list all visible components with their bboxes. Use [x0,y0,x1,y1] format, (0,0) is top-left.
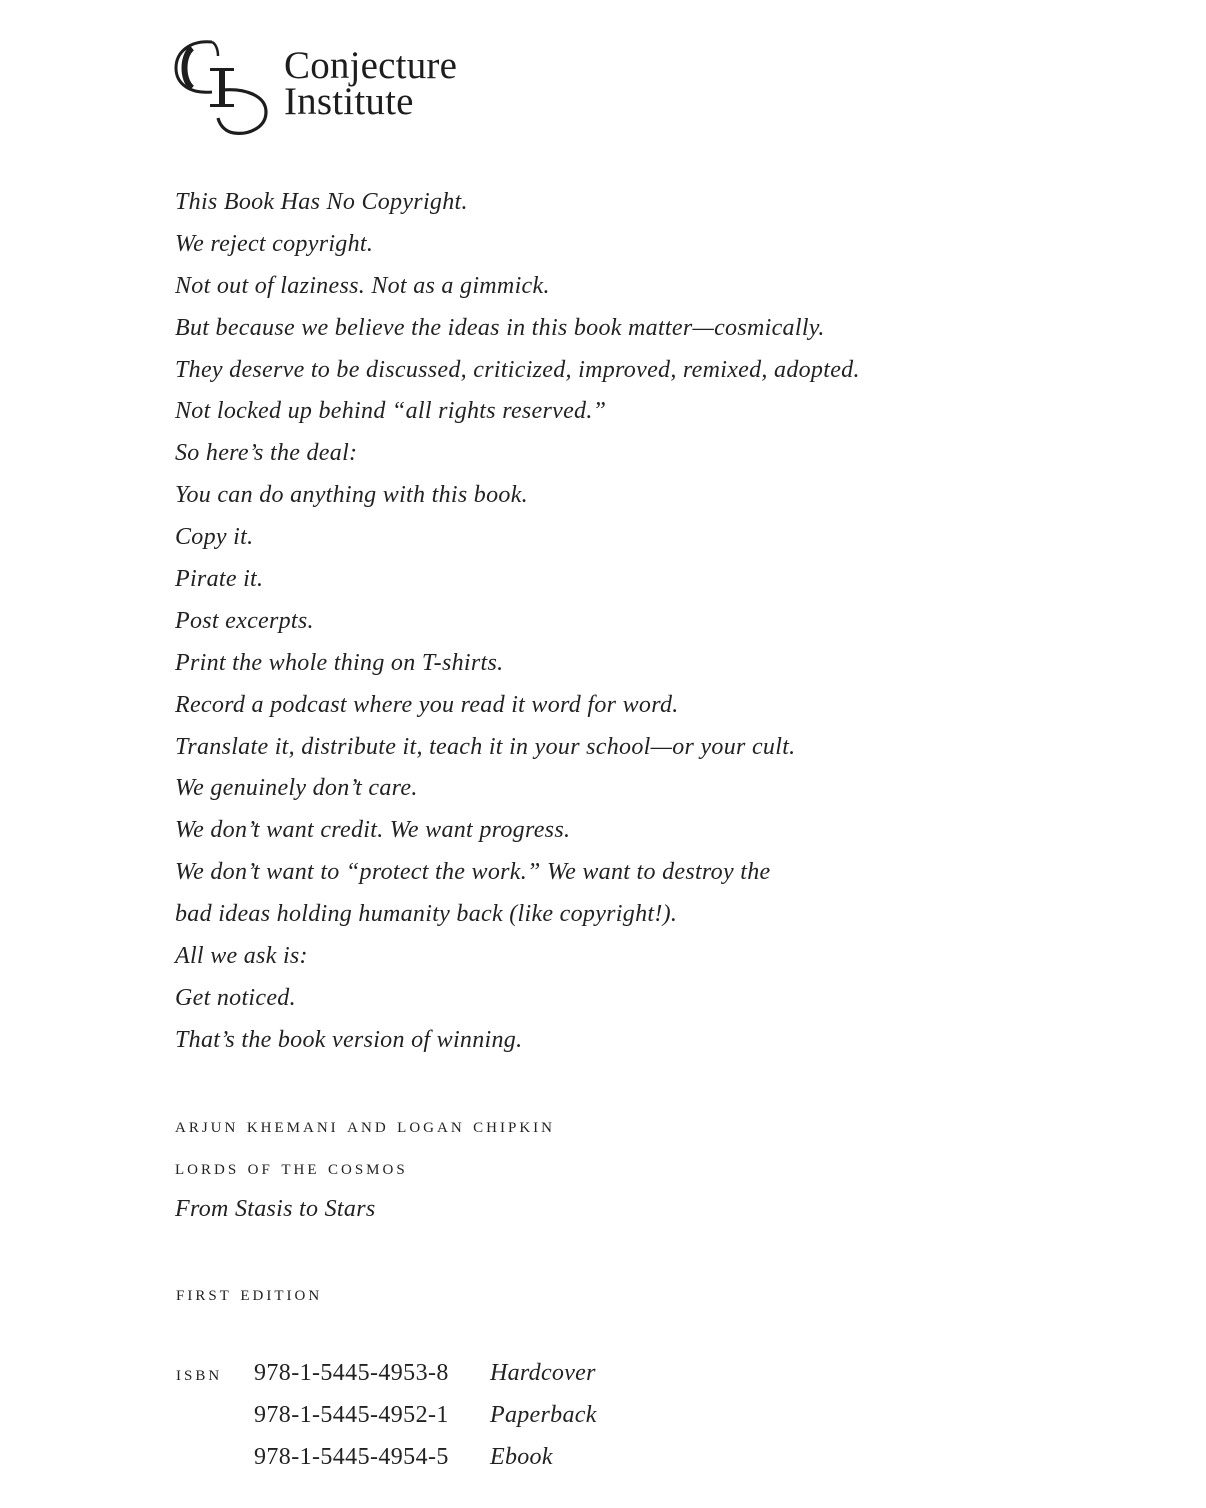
isbn-number: 978-1-5445-4953-8 [254,1360,449,1386]
publisher-name [284,44,458,123]
statement-line: We genuinely don’t care. [175,775,418,802]
statement-line: Not out of laziness. Not as a gimmick. [175,272,550,299]
isbn-row [176,1352,597,1394]
copyright-statement [175,182,860,1062]
isbn-row [176,1394,597,1436]
book-subtitle: From Stasis to Stars [175,1196,376,1222]
book-edition: first edition [176,1280,323,1305]
statement-line: That’s the book version of winning. [175,1026,523,1053]
isbn-format: Hardcover [490,1360,596,1386]
statement-line: We reject copyright. [175,230,374,257]
statement-line: Pirate it. [175,566,264,593]
statement-line: bad ideas holding humanity back (like copyright!). [175,901,678,928]
statement-line: They deserve to be discussed, criticized, improved, remixed, adopted. [175,356,860,383]
statement-line: So here’s the deal: [175,440,358,467]
statement-line: Translate it, distribute it, teach it in your school—or your cult. [175,733,796,760]
isbn-label-spacer [176,1436,254,1478]
book-credits [175,1104,555,1230]
isbn-label-spacer [176,1394,254,1436]
isbn-number: 978-1-5445-4954-5 [254,1444,449,1470]
statement-line: You can do anything with this book. [175,482,528,509]
book-authors: arjun khemani and logan chipkin [175,1112,555,1137]
publisher-name-line2: Institute [284,80,414,123]
ci-monogram-icon [172,38,272,136]
statement-line: Not locked up behind “all rights reserved.” [175,398,607,425]
isbn-format: Ebook [490,1444,553,1470]
statement-line: But because we believe the ideas in this book matter—cosmically. [175,314,825,341]
statement-line: Copy it. [175,524,254,551]
publisher-logo [172,38,457,136]
isbn-list [176,1352,597,1478]
statement-line: Post excerpts. [175,607,314,634]
statement-line: Print the whole thing on T-shirts. [175,649,504,676]
isbn-label: isbn [176,1360,223,1385]
isbn-row [176,1436,597,1478]
statement-line: Record a podcast where you read it word for word. [175,691,679,718]
book-title: lords of the cosmos [175,1154,408,1179]
statement-line: All we ask is: [175,943,308,970]
isbn-number: 978-1-5445-4952-1 [254,1402,449,1428]
statement-line: This Book Has No Copyright. [175,189,468,215]
statement-line: We don’t want credit. We want progress. [175,817,571,844]
statement-line: We don’t want to “protect the work.” We want to destroy the [175,859,771,886]
isbn-format: Paperback [490,1402,597,1428]
statement-line: Get noticed. [175,984,296,1011]
publisher-name-line1: Conjecture [284,44,458,87]
